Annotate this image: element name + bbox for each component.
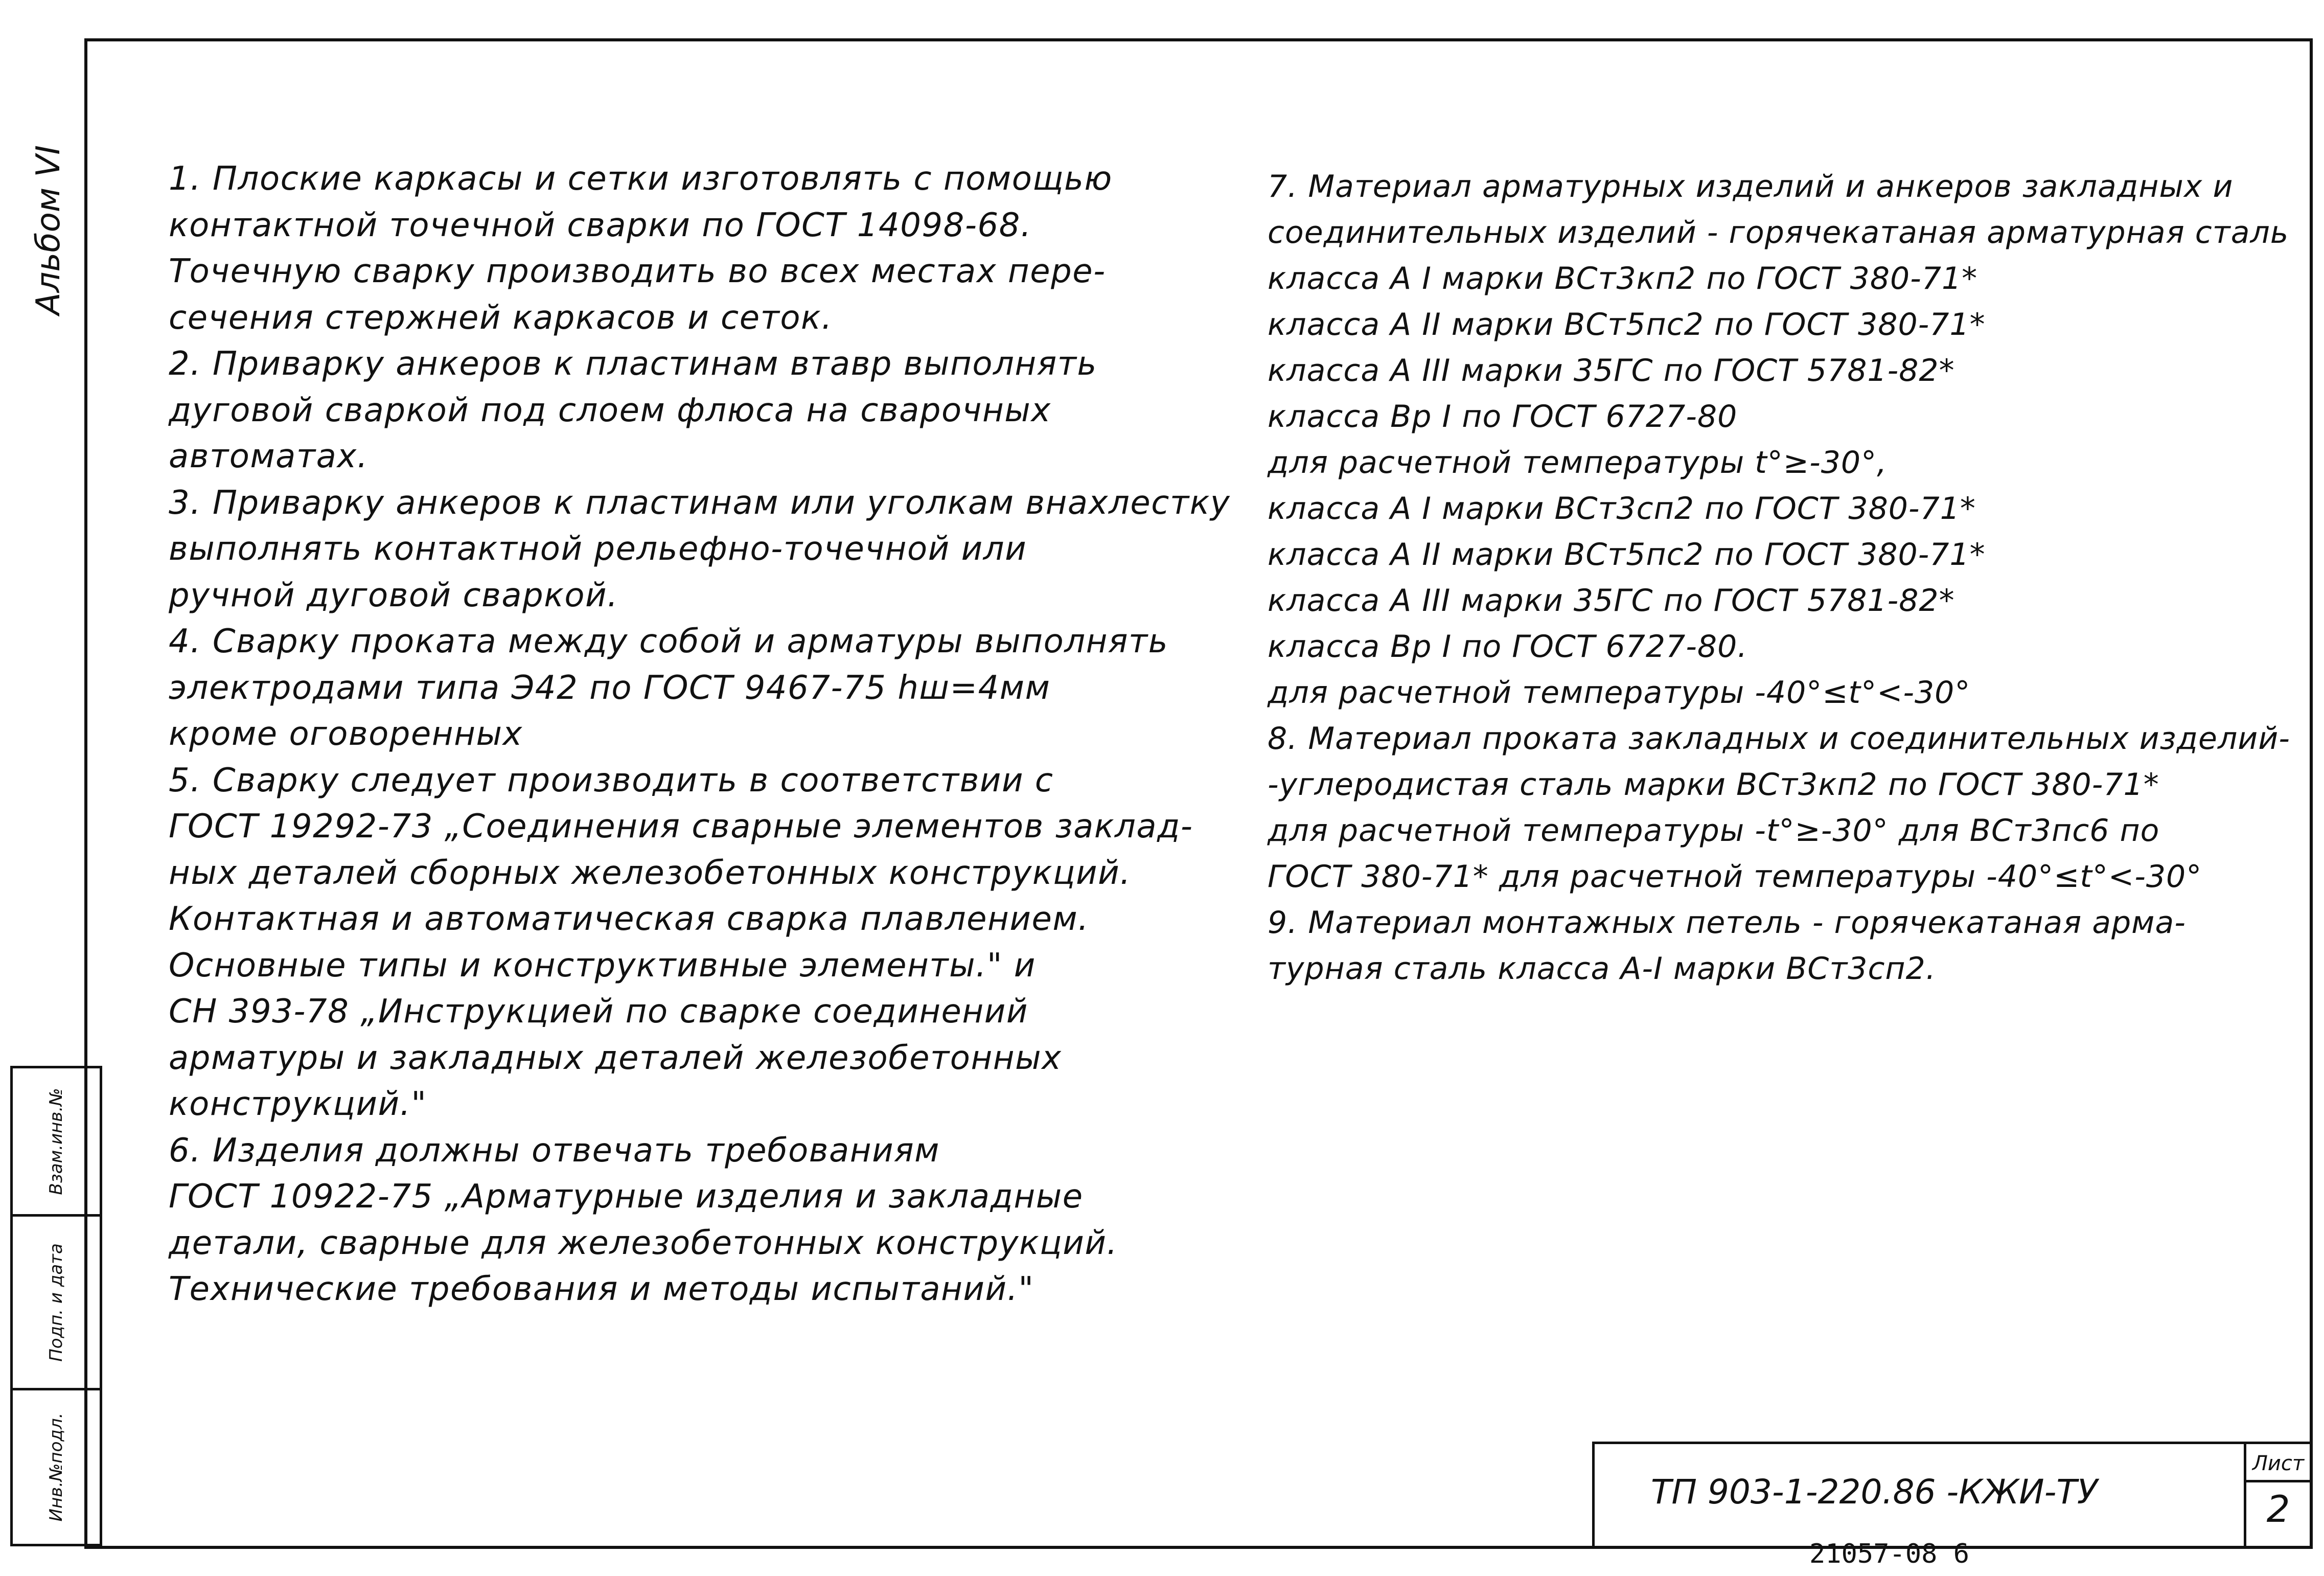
stamp-cell-inv [10,1388,102,1546]
bottom-number: 21057-08 6 [1809,1539,1970,1569]
notes-left: 1. Плоские каркасы и сетки изготовлять с помощью контактной точечной сварки по ГОСТ 14098-68. Точечную сварку производить во всех местах пере- сечения стержней каркасов и сеток. 2. Приварку анкеров к пластинам втавр выполнять дуговой сваркой под слоем флюса на сварочных автоматах. 3. Приварку анкеров к пластинам или уголкам внахлестку выполнять контактной рельефно-точечной или ручной дуговой сваркой. 4. Сварку проката между собой и арматуры выполнять электродами типа Э42 по ГОСТ 9467-75 hш=4мм кроме оговоренных 5. Сварку следует производить в соответствии с ГОСТ 19292-73 „Соединения сварные элементов заклад- ных деталей сборных железобетонных конструкций. Контактная и автоматическая сварка плавлением. Основные типы и конструктивные элементы." и СН 393-78 „Инструкцией по сварке соединений арматуры и закладных деталей железобетонных конструкций." 6. Изделия должны отвечать требованиям ГОСТ 10922-75 „Арматурные изделия и закладные детали, сварные для железобетонных конструкций. Технические требования и методы испытаний." [169,160,1231,1308]
stamp-replace-label: Взам.инв.№ [46,1087,66,1195]
sheet-number: 2 [2266,1488,2290,1531]
notes-right: 7. Материал арматурных изделий и анкеров закладных и соединительных изделий - горячекатаная арматурная сталь класса А I марки ВСт3кп2 по ГОСТ 380-71* класса А II марки ВСт5пс2 по ГОСТ 380-71* класса А III марки 35ГС по ГОСТ 5781-82* класса Вр I по ГОСТ 6727-80 для расчетной температуры t°≥-30°, класса А I марки ВСт3сп2 по ГОСТ 380-71* класса А II марки ВСт5пс2 по ГОСТ 380-71* класса А III марки 35ГС по ГОСТ 5781-82* класса Вр I по ГОСТ 6727-80. для расчетной температуры -40°≤t°<-30° 8. Материал проката закладных и соединительных изделий- -углеродистая сталь марки ВСт3кп2 по ГОСТ 380-71* для расчетной температуры -t°≥-30° для ВСт3пс6 по ГОСТ 380-71* для расчетной температуры -40°≤t°<-30° 9. Материал монтажных петель - горячекатаная арма- турная сталь класса А-I марки ВСт3сп2. [1268,169,2290,987]
stamp-inv-label: Инв.№подл. [46,1412,66,1522]
title-block-top-line [1592,1442,2313,1444]
stamp-cell-replace [10,1066,102,1214]
sheet-box-mid-line [2244,1480,2313,1482]
album-label-text: Альбом VI [30,145,67,315]
stamp-cell-sign [10,1214,102,1388]
album-label [10,87,87,373]
stamp-column [10,1066,102,1546]
title-block-left-line [1592,1442,1595,1549]
stamp-sign-label: Подп. и дата [46,1243,66,1362]
drawing-code: ТП 903-1-220.86 -КЖИ-ТУ [1651,1472,2098,1512]
sheet-label: Лист [2252,1452,2305,1475]
